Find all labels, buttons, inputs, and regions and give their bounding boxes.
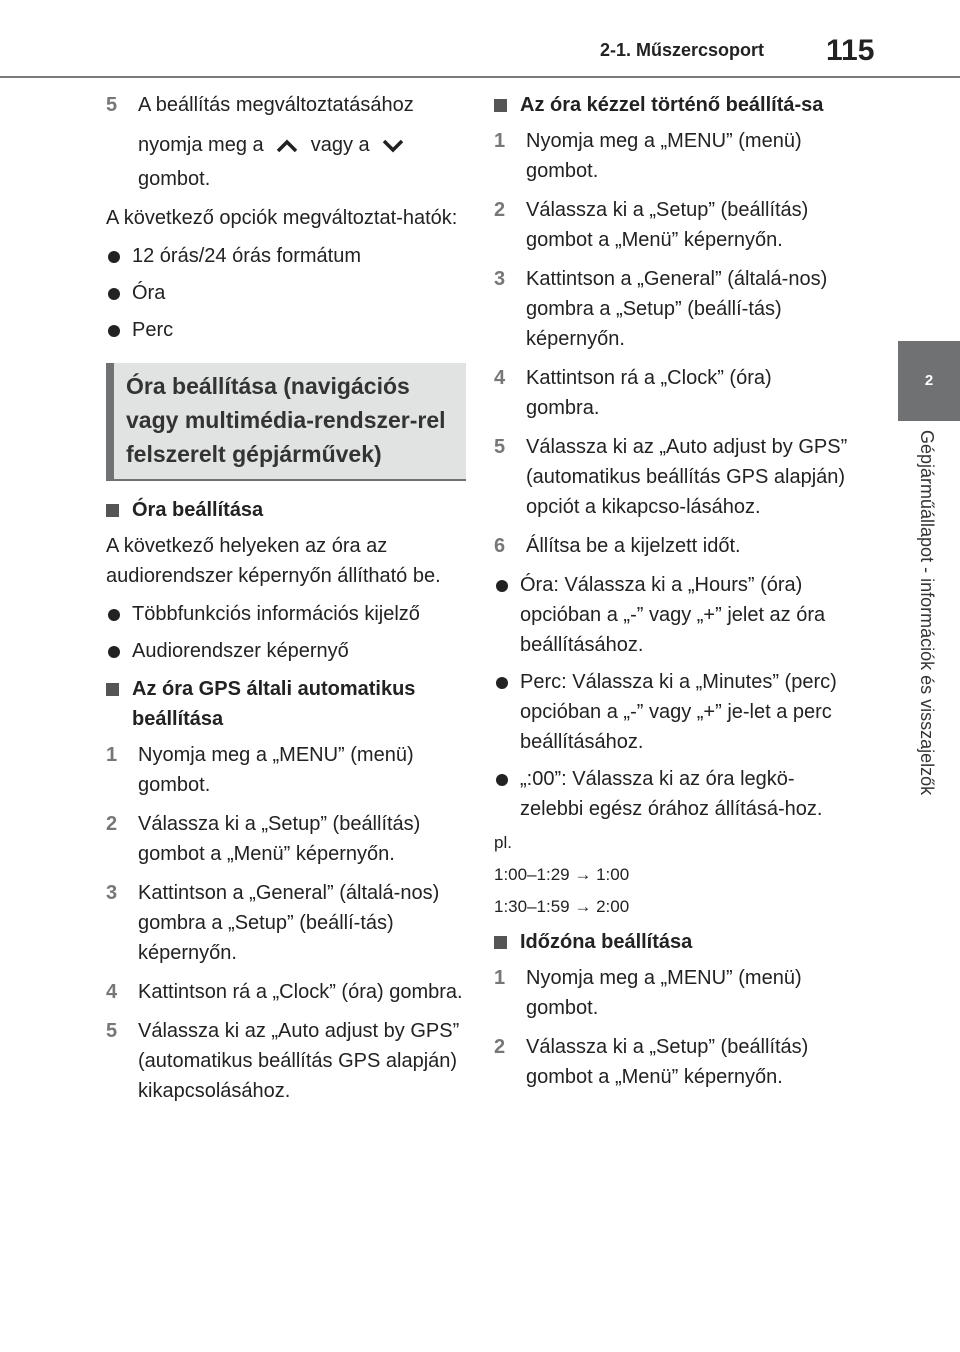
paragraph: A következő helyeken az óra az audiorendszer képernyőn állítható be. xyxy=(106,535,441,587)
subheading xyxy=(106,674,466,734)
list-item-text: Többfunkciós információs kijelző xyxy=(132,603,420,625)
subheading xyxy=(494,90,850,120)
step-text: gombot. xyxy=(138,168,211,190)
step-number: 2 xyxy=(494,199,506,221)
list-item xyxy=(106,278,466,308)
subheading-text: Időzóna beállítása xyxy=(520,931,693,953)
list-item-text: Óra xyxy=(132,282,166,304)
step-text-part: nyomja meg a xyxy=(138,134,264,156)
bullet-icon xyxy=(108,288,120,300)
step-number: 1 xyxy=(494,967,506,989)
step xyxy=(494,264,850,354)
step xyxy=(494,531,850,561)
chapter-title: Gépjárműállapot - információk és visszajelzők xyxy=(917,430,937,796)
example-line: 1:30–1:59 → 2:00 xyxy=(494,897,630,916)
step-number: 1 xyxy=(106,744,118,766)
list-item-text: „:00”: Válassza ki az óra legkö-zelebbi egész órához állításá-hoz. xyxy=(520,768,823,820)
chevron-down-icon xyxy=(381,138,405,154)
step-text: Nyomja meg a „MENU” (menü) gombot. xyxy=(138,744,414,796)
example-label: pl. xyxy=(494,833,512,852)
step-number: 4 xyxy=(494,367,506,389)
chevron-up-icon xyxy=(275,138,299,154)
list-item xyxy=(106,599,466,629)
list-item-text: 12 órás/24 órás formátum xyxy=(132,245,361,267)
square-bullet-icon xyxy=(106,683,119,696)
step-text: Állítsa be a kijelzett időt. xyxy=(526,535,741,557)
step-text xyxy=(138,130,466,160)
step-text-part: vagy a xyxy=(310,134,370,156)
step xyxy=(494,126,850,186)
square-bullet-icon xyxy=(106,504,119,517)
list-item xyxy=(106,315,466,345)
subheading-text: Az óra kézzel történő beállítá-sa xyxy=(520,94,824,116)
chapter-tab: 2 xyxy=(898,341,960,421)
step xyxy=(106,740,466,800)
step-text: Kattintson a „General” (általá-nos) gombra a „Setup” (beállí-tás) képernyőn. xyxy=(138,882,440,964)
step-text: Válassza ki az „Auto adjust by GPS” (automatikus beállítás GPS alapján) kikapcsolásához. xyxy=(138,1020,460,1102)
square-bullet-icon xyxy=(494,99,507,112)
step-number: 2 xyxy=(106,813,118,835)
step-text: Kattintson rá a „Clock” (óra) gombra. xyxy=(138,981,463,1003)
list-item-text: Óra: Válassza ki a „Hours” (óra) opcióban a „-” vagy „+” jelet az óra beállításához. xyxy=(520,574,826,656)
subheading xyxy=(106,495,466,525)
square-bullet-icon xyxy=(494,936,507,949)
step-number: 4 xyxy=(106,981,118,1003)
step xyxy=(106,1016,466,1106)
step-number: 5 xyxy=(106,94,118,116)
step xyxy=(494,195,850,255)
bullet-icon xyxy=(496,774,508,786)
list-item-text: Perc xyxy=(132,319,174,341)
step-number: 5 xyxy=(494,436,506,458)
step-text: Válassza ki a „Setup” (beállítás) gombot a „Menü” képernyőn. xyxy=(526,1036,809,1088)
page-number: 115 xyxy=(826,34,875,67)
list-item xyxy=(494,667,850,757)
step-number: 3 xyxy=(494,268,506,290)
step-number: 5 xyxy=(106,1020,118,1042)
bullet-icon xyxy=(496,580,508,592)
step xyxy=(106,809,466,869)
subheading-text: Óra beállítása xyxy=(132,499,264,521)
bullet-icon xyxy=(108,609,120,621)
paragraph: A következő opciók megváltoztat-hatók: xyxy=(106,207,458,229)
step xyxy=(106,977,466,1007)
step-number: 6 xyxy=(494,535,506,557)
list-item xyxy=(106,636,466,666)
step-text: Válassza ki a „Setup” (beállítás) gombot a „Menü” képernyőn. xyxy=(138,813,421,865)
bullet-icon xyxy=(108,251,120,263)
section-heading: Óra beállítása (navigációs vagy multimédia-rendszer-rel felszerelt gépjárművek) xyxy=(106,363,466,481)
step xyxy=(494,432,850,522)
step xyxy=(494,1032,850,1092)
step-text: Kattintson rá a „Clock” (óra) gombra. xyxy=(526,367,772,419)
example-line: 1:00–1:29 → 1:00 xyxy=(494,865,630,884)
step-text: A beállítás megváltoztatásához xyxy=(138,94,414,116)
bullet-icon xyxy=(496,677,508,689)
list-item xyxy=(494,764,850,824)
step xyxy=(106,90,466,194)
step-text: Nyomja meg a „MENU” (menü) gombot. xyxy=(526,130,802,182)
step-number: 1 xyxy=(494,130,506,152)
step-text: Kattintson a „General” (általá-nos) gombra a „Setup” (beállí-tás) képernyőn. xyxy=(526,268,828,350)
step xyxy=(494,963,850,1023)
right-column xyxy=(494,90,850,1101)
bullet-icon xyxy=(108,646,120,658)
step-number: 2 xyxy=(494,1036,506,1058)
step-number: 3 xyxy=(106,882,118,904)
section-title: 2-1. Műszercsoport xyxy=(600,40,765,60)
list-item-text: Audiorendszer képernyő xyxy=(132,640,349,662)
list-item xyxy=(106,241,466,271)
step xyxy=(494,363,850,423)
subheading-text: Az óra GPS általi automatikus beállítása xyxy=(132,678,416,730)
list-item xyxy=(494,570,850,660)
list-item-text: Perc: Válassza ki a „Minutes” (perc) opcióban a „-” vagy „+” je-let a perc beállításához. xyxy=(520,671,837,753)
step-text: Válassza ki a „Setup” (beállítás) gombot a „Menü” képernyőn. xyxy=(526,199,809,251)
step-text: Nyomja meg a „MENU” (menü) gombot. xyxy=(526,967,802,1019)
step-text: Válassza ki az „Auto adjust by GPS” (automatikus beállítás GPS alapján) opciót a kikapcso-lásához. xyxy=(526,436,848,518)
subheading xyxy=(494,927,850,957)
left-column xyxy=(106,90,466,1115)
step xyxy=(106,878,466,968)
bullet-icon xyxy=(108,325,120,337)
header-rule xyxy=(0,76,960,78)
